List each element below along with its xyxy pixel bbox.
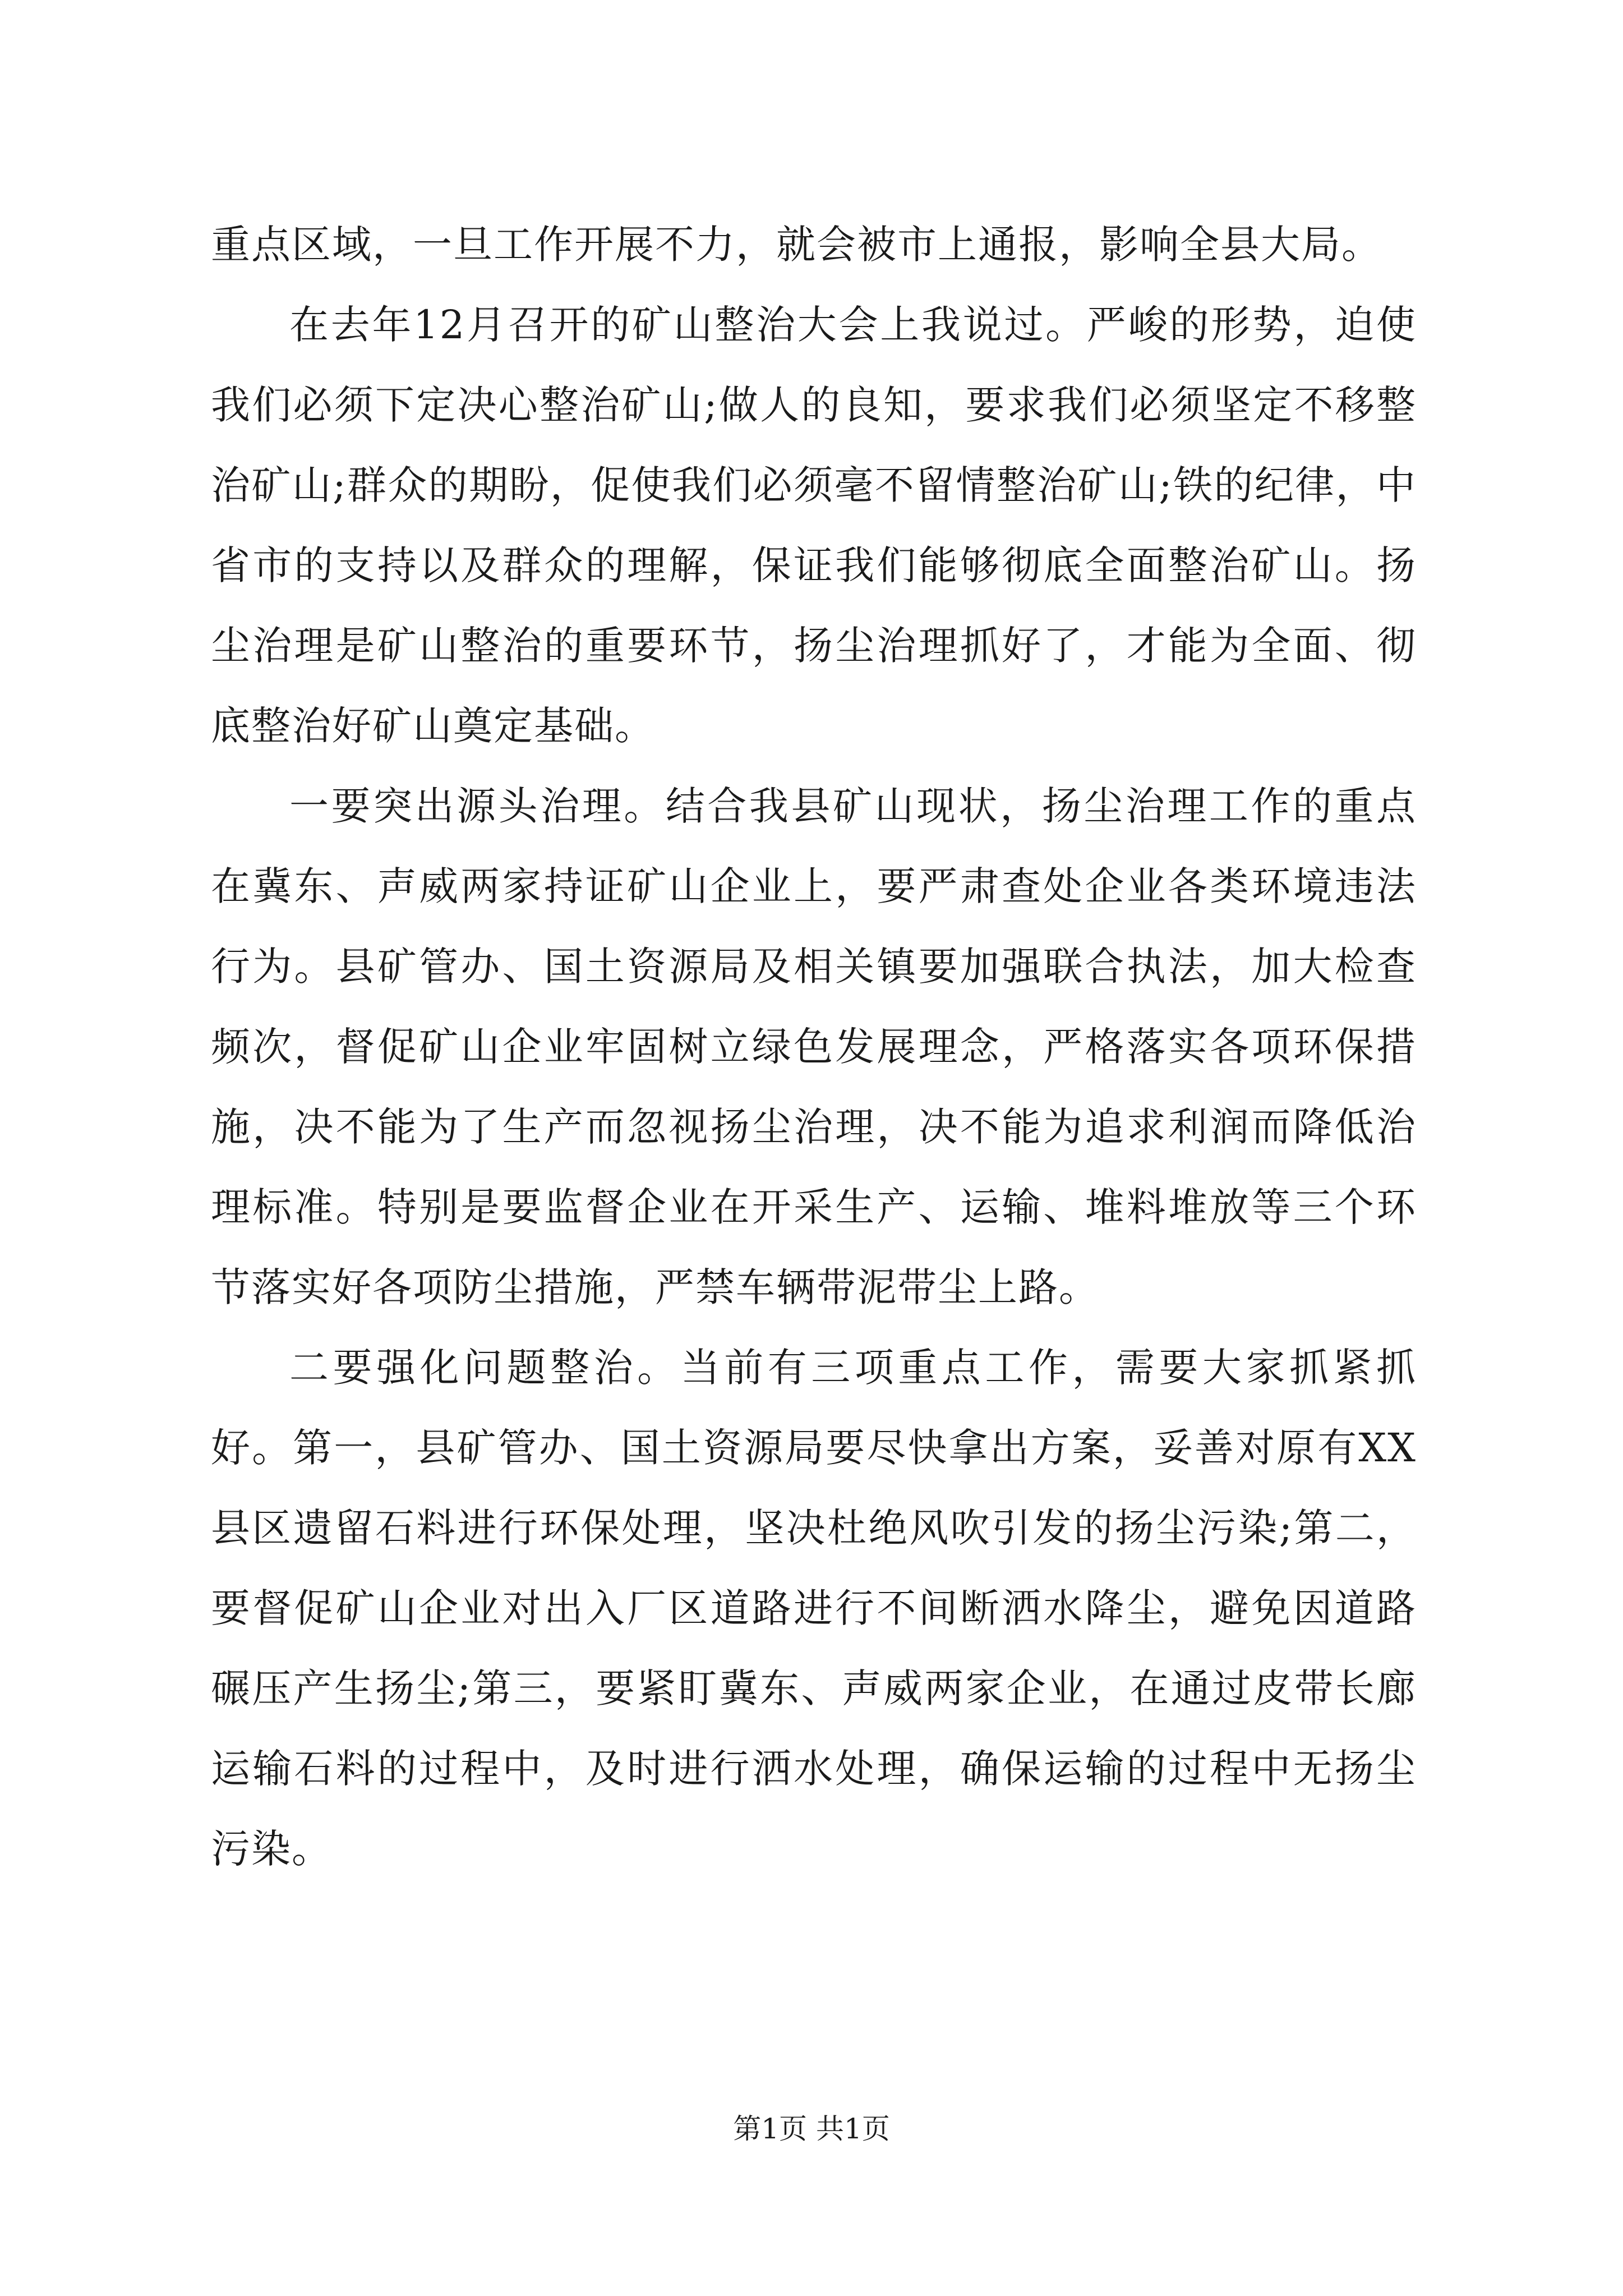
paragraph-4: 二要强化问题整治。当前有三项重点工作，需要大家抓紧抓好。第一，县矿管办、国土资源局要尽快拿出方案，妥善对原有XX县区遗留石料进行环保处理，坚决杜绝风吹引发的扬尘污染;第二，要督促矿山企业对出入厂区道路进行不间断洒水降尘，避免因道路碾压产生扬尘;第三，要紧盯冀东、声威两家企业，在通过皮带长廊运输石料的过程中，及时进行洒水处理，确保运输的过程中无扬尘污染。 — [211, 1345, 1417, 1872]
paragraph-3: 一要突出源头治理。结合我县矿山现状，扬尘治理工作的重点在冀东、声威两家持证矿山企业上，要严肃查处企业各类环境违法行为。县矿管办、国土资源局及相关镇要加强联合执法，加大检查频次，督促矿山企业牢固树立绿色发展理念，严格落实各项环保措施，决不能为了生产而忽视扬尘治理，决不能为追求利润而降低治理标准。特别是要监督企业在开采生产、运输、堆料堆放等三个环节落实好各项防尘措施，严禁车辆带泥带尘上路。 — [211, 783, 1417, 1310]
document-body — [211, 205, 1417, 1889]
paragraph-2: 在去年12月召开的矿山整治大会上我说过。严峻的形势，迫使我们必须下定决心整治矿山;做人的良知，要求我们必须坚定不移整治矿山;群众的期盼，促使我们必须毫不留情整治矿山;铁的纪律，中省市的支持以及群众的理解，保证我们能够彻底全面整治矿山。扬尘治理是矿山整治的重要环节，扬尘治理抓好了，才能为全面、彻底整治好矿山奠定基础。 — [211, 302, 1417, 749]
page-number-footer: 第1页 共1页 — [733, 2113, 890, 2145]
paragraph-1: 重点区域，一旦工作开展不力，就会被市上通报，影响全县大局。 — [211, 222, 1382, 268]
